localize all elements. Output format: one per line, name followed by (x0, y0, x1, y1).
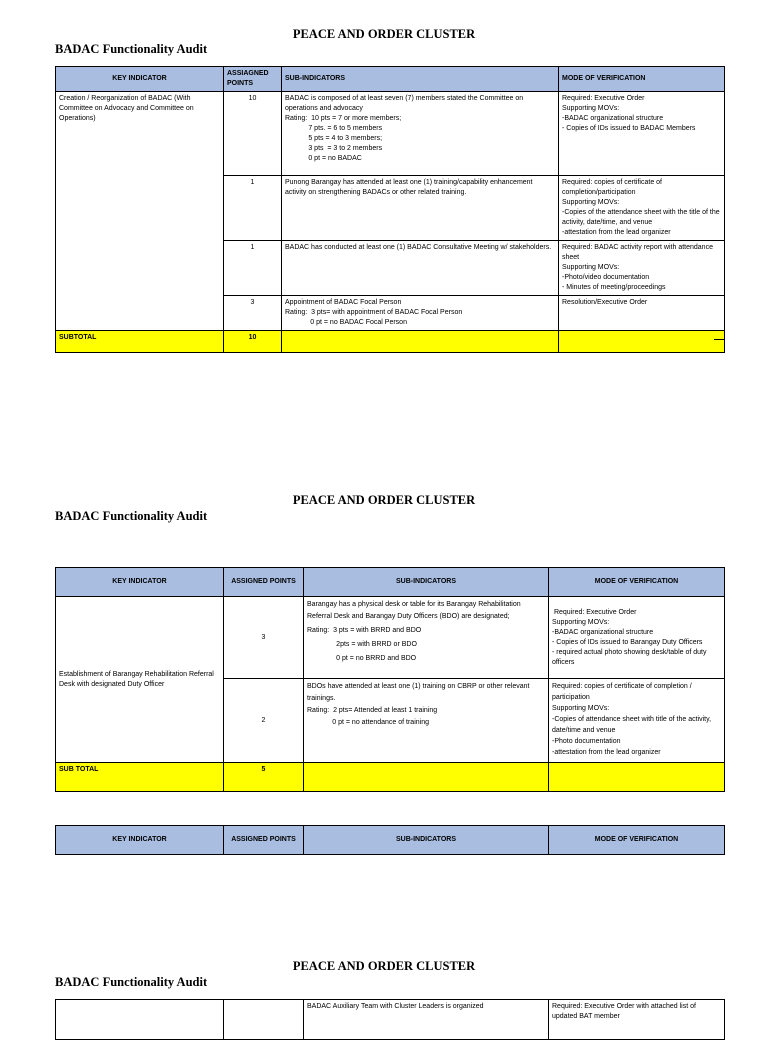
sub-indicator-cell: BDOs have attended at least one (1) training on CBRP or other relevant trainings. Rating: 2 pts= Attended at least 1 training 0 pt = no attendance of training (304, 679, 549, 763)
verification-cell: Required: Executive Order Supporting MOVs: -BADAC organizational structure - Copies of IDs issued to Barangay Duty Officers - required actual photo showing desk/table of duty officers (549, 597, 725, 679)
subtotal-empty (559, 331, 725, 353)
header-mode-of-verification: MODE OF VERIFICATION (549, 826, 725, 855)
sub-indicator-cell: Punong Barangay has attended at least one (1) training/capability enhancement activity on strengthening BADACs or other related training. (282, 176, 559, 241)
points-cell: 3 (224, 296, 282, 331)
header-sub-indicators: SUB-INDICATORS (282, 67, 559, 92)
header-mode-of-verification: MODE OF VERIFICATION (559, 67, 725, 92)
sub-indicator-cell: BADAC Auxiliary Team with Cluster Leaders is organized (304, 1000, 549, 1040)
verification-cell: Required: copies of certificate of completion / participation Supporting MOVs: -Copies of attendance sheet with title of the activity, date/time and venue -Photo documentation -attestation from the lead organizer (549, 679, 725, 763)
points-cell: 1 (224, 176, 282, 241)
points-cell: 10 (224, 92, 282, 176)
subtotal-label: SUBTOTAL (56, 331, 224, 353)
verification-cell: Required: Executive Order with attached list of updated BAT member (549, 1000, 725, 1040)
audit-table-1 (55, 66, 725, 353)
header-key-indicator: KEY INDICATOR (56, 568, 224, 597)
audit-title: BADAC Functionality Audit (55, 975, 208, 989)
audit-title: BADAC Functionality Audit (55, 509, 208, 523)
points-cell: 1 (224, 241, 282, 296)
subtotal-label: SUB TOTAL (56, 763, 224, 792)
key-indicator-cell (56, 1000, 224, 1040)
sub-indicator-cell: Barangay has a physical desk or table for its Barangay Rehabilitation Referral Desk and Barangay Duty Officers (BDO) are designated; Rating: 3 pts = with BRRD and BDO 2pts = with BRRD or BDO 0 pt = no BRRD and BDO (304, 597, 549, 679)
points-cell: 2 (224, 679, 304, 763)
header-sub-indicators: SUB-INDICATORS (304, 568, 549, 597)
sub-indicator-cell: BADAC is composed of at least seven (7) members stated the Committee on operations and advocacy Rating: 10 pts = 7 or more members; 7 pts. = 6 to 5 members 5 pts = 4 to 3 members; 3 pts = 3 to 2 members 0 pt = no BADAC (282, 92, 559, 176)
verification-cell: Resolution/Executive Order (559, 296, 725, 331)
audit-table-4 (55, 999, 725, 1040)
subtotal-empty (304, 763, 549, 792)
verification-cell: Required: copies of certificate of completion/participation Supporting MOVs: -Copies of the attendance sheet with the title of the activity, date/time, and venue -attestation from the lead organizer (559, 176, 725, 241)
points-cell: 3 (224, 597, 304, 679)
points-cell (224, 1000, 304, 1040)
audit-table-3 (55, 825, 725, 855)
key-indicator-cell: Creation / Reorganization of BADAC (With Committee on Advocacy and Committee on Operations) (56, 92, 224, 331)
sub-indicator-cell: Appointment of BADAC Focal Person Rating: 3 pts= with appointment of BADAC Focal Person 0 pt = no BADAC Focal Person (282, 296, 559, 331)
verification-cell: Required: BADAC activity report with attendance sheet Supporting MOVs: -Photo/video documentation - Minutes of meeting/proceedings (559, 241, 725, 296)
subtotal-empty (549, 763, 725, 792)
cluster-title: PEACE AND ORDER CLUSTER (292, 493, 476, 507)
header-assigned-points: ASSIGNED POINTS (224, 826, 304, 855)
header-sub-indicators: SUB-INDICATORS (304, 826, 549, 855)
header-key-indicator: KEY INDICATOR (56, 826, 224, 855)
cluster-title: PEACE AND ORDER CLUSTER (292, 959, 476, 973)
verification-cell: Required: Executive Order Supporting MOVs: -BADAC organizational structure - Copies of IDs issued to BADAC Members (559, 92, 725, 176)
audit-table-2 (55, 567, 725, 792)
audit-title: BADAC Functionality Audit (55, 42, 208, 56)
subtotal-points: 10 (224, 331, 282, 353)
table-edge-line (714, 339, 724, 340)
cluster-title: PEACE AND ORDER CLUSTER (292, 27, 476, 41)
header-assigned-points: ASSIAGNED POINTS (224, 67, 282, 92)
key-indicator-cell: Establishment of Barangay Rehabilitation Referral Desk with designated Duty Officer (56, 597, 224, 763)
subtotal-empty (282, 331, 559, 353)
subtotal-points: 5 (224, 763, 304, 792)
header-key-indicator: KEY INDICATOR (56, 67, 224, 92)
header-mode-of-verification: MODE OF VERIFICATION (549, 568, 725, 597)
header-assigned-points: ASSIGNED POINTS (224, 568, 304, 597)
sub-indicator-cell: BADAC has conducted at least one (1) BADAC Consultative Meeting w/ stakeholders. (282, 241, 559, 296)
